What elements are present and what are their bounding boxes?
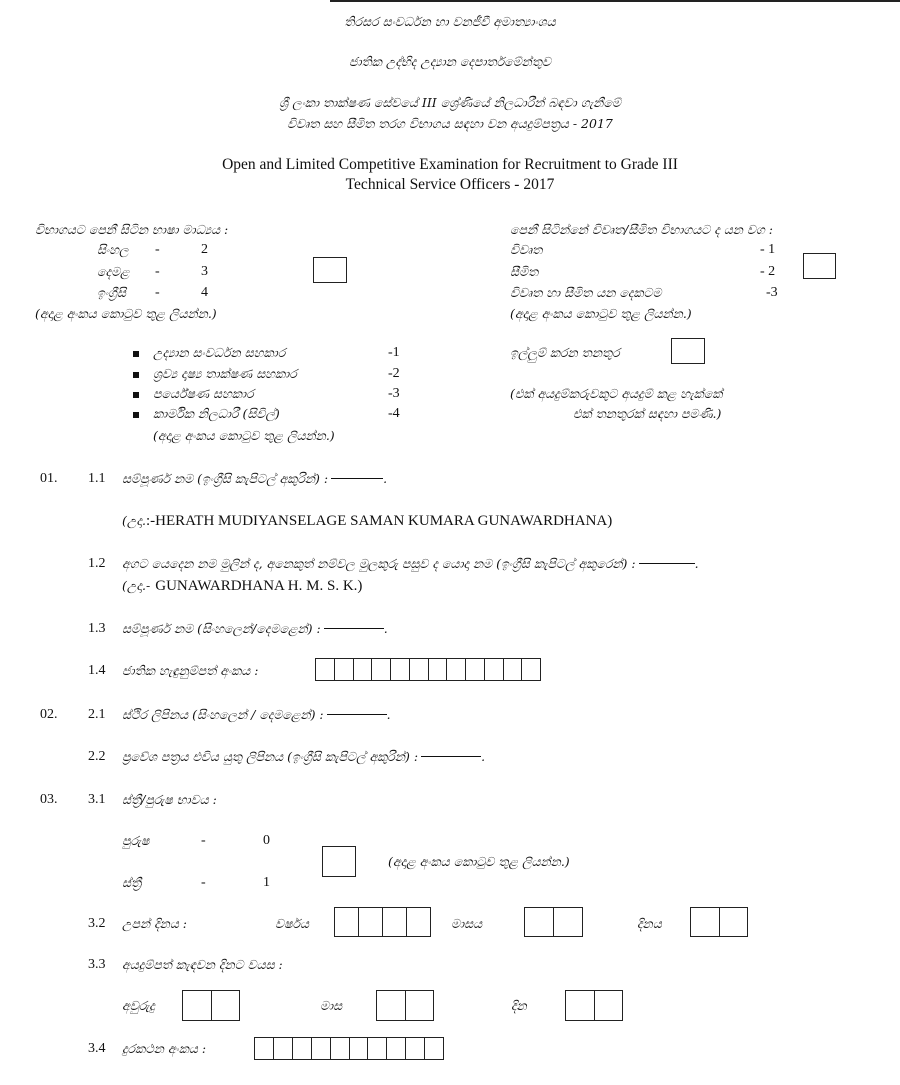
medium-note: (අදාළ අංකය කොටුව තුළ ලියන්න.) <box>35 306 217 321</box>
permanent-address-field[interactable]: ස්ථිර ලිපිනය (සිංහලෙන් / දෙමළෙන්) : . <box>122 707 391 722</box>
post-item-label: උද්‍යාන සංවර්ධන සහකාර <box>153 345 286 360</box>
full-name-english-field[interactable]: සම්පූර්ණ නම (ඉංග්‍රීසි කැපිටල් අකුරින්) : . <box>122 471 388 486</box>
applied-post-box[interactable] <box>671 338 705 364</box>
phone-number-boxes[interactable] <box>254 1037 444 1060</box>
age-label: අයදුම්පත් කැඳවන දිනට වයස : <box>122 957 283 972</box>
dob-label: උපන් දිනය : <box>122 916 187 931</box>
question-number: 1.3 <box>88 621 106 636</box>
gender-female-label: ස්ත්‍රී <box>122 875 142 890</box>
title-english-line-1: Open and Limited Competitive Examination for Recruitment to Grade III <box>222 156 678 173</box>
category-option-open-label: විවෘත <box>510 242 543 257</box>
question-number: 3.1 <box>88 792 106 807</box>
age-months-boxes[interactable] <box>376 990 434 1021</box>
permanent-address-label: ස්ථිර ලිපිනය (සිංහලෙන් / දෙමළෙන්) : <box>122 707 324 722</box>
gender-note: (අදාළ අංකය කොටුව තුළ ලියන්න.) <box>388 854 570 869</box>
applied-note-line-1: (එක් අයදුම්කරුවකුට අයදුම් කළ හැක්කේ <box>510 386 723 401</box>
bullet-icon <box>133 351 139 357</box>
post-item-label: ශ්‍රව්‍ය දෘෂ්‍ය තාක්ෂණ සහකාර <box>153 366 297 381</box>
title-english-line-2: Technical Service Officers - 2017 <box>345 176 555 193</box>
bullet-icon <box>133 412 139 418</box>
gender-sep: - <box>201 875 206 890</box>
medium-option-english-label: ඉංග්‍රීසි <box>97 285 126 300</box>
post-item-code: -3 <box>388 386 400 401</box>
admission-address-label: ප්‍රවේශ පත්‍රය එවිය යුතු ලිපිනය (ඉංග්‍රීසි කැපිටල් අකුරින්) : <box>122 749 419 764</box>
gender-male-label: පුරුෂ <box>122 833 150 848</box>
section-number: 01. <box>40 471 58 486</box>
medium-code-box[interactable] <box>313 257 347 283</box>
example-text: :-HERATH MUDIYANSELAGE SAMAN KUMARA GUNAWARDHANA) <box>145 513 613 529</box>
answer-line <box>639 563 695 564</box>
posts-note: (අදාළ අංකය කොටුව තුළ ලියන්න.) <box>153 428 335 443</box>
category-code-box[interactable] <box>803 253 836 279</box>
category-heading: පෙනී සිටින්නේ විවෘත/සීමිත විභාගයට ද යන වග : <box>510 222 773 237</box>
category-option-limited-label: සීමිත <box>510 264 539 279</box>
category-note: (අදාළ අංකය කොටුව තුළ ලියන්න.) <box>510 306 692 321</box>
age-days-label: දින <box>511 998 527 1013</box>
applied-post-label: ඉල්ලුම් කරන තනතුර <box>510 345 620 360</box>
age-days-boxes[interactable] <box>565 990 623 1021</box>
gender-code: 1 <box>263 875 270 890</box>
title-sinhala-line-1: ශ්‍රී ලංකා තාක්ෂණ සේවයේ III ශ්‍රේණියේ නිලධාරීන් බඳවා ගැනීමේ <box>279 95 621 110</box>
question-number: 3.2 <box>88 916 106 931</box>
medium-option-tamil-label: දෙමළ <box>97 264 130 279</box>
gender-code-box[interactable] <box>322 846 356 877</box>
post-item-code: -1 <box>388 345 400 360</box>
dob-year-label: වර්ෂය <box>275 916 309 931</box>
dob-month-boxes[interactable] <box>524 907 583 937</box>
full-name-sinhala-field[interactable]: සම්පූර්ණ නම (සිංහලෙන්/දෙමළෙන්) : . <box>122 621 388 636</box>
gender-sep: - <box>201 833 206 848</box>
ministry-name: තිරසර සංවර්ධන හා වනජීවී අමාත්‍යාංශය <box>344 14 556 29</box>
age-months-label: මාස <box>320 998 343 1013</box>
dob-day-boxes[interactable] <box>690 907 748 937</box>
initials-example <box>122 575 362 595</box>
dob-month-label: මාසය <box>451 916 483 931</box>
post-item-label: කාර්මික නිලධාරී (සිවිල්) <box>153 406 280 421</box>
top-rule <box>330 0 900 2</box>
nic-number-boxes[interactable] <box>315 658 541 681</box>
admission-address-field[interactable]: ප්‍රවේශ පත්‍රය එවිය යුතු ලිපිනය (ඉංග්‍රීසි කැපිටල් අකුරින්) : . <box>122 749 486 764</box>
age-years-boxes[interactable] <box>182 990 240 1021</box>
answer-line <box>327 714 387 715</box>
gender-code: 0 <box>263 833 270 848</box>
example-prefix: (උදා.- <box>122 578 151 593</box>
question-number: 2.2 <box>88 749 106 764</box>
category-option-code: -3 <box>766 285 778 300</box>
name-with-initials-field[interactable]: අගට යෙදෙන නම මුලින් ද, අනෙකුත් නම්වල මුලකුරු පසුව ද යොදා නම (ඉංග්‍රීසි කැපිටල් අකුරෙන්) : . <box>122 556 699 571</box>
bullet-icon <box>133 372 139 378</box>
question-number: 3.4 <box>88 1041 106 1056</box>
medium-option-code: 3 <box>201 264 208 279</box>
bullet-icon <box>133 392 139 398</box>
question-number: 2.1 <box>88 707 106 722</box>
medium-heading: විභාගයට පෙනී සිටින භාෂා මාධ්‍යය : <box>35 222 229 237</box>
answer-line <box>331 478 383 479</box>
medium-option-sep: - <box>155 242 160 257</box>
category-option-code: - 1 <box>760 242 776 257</box>
gender-label: ස්ත්‍රී/පුරුෂ භාවය : <box>122 792 217 807</box>
example-prefix: (උදා. <box>122 513 146 528</box>
applied-note-line-2: එක් තනතුරක් සඳහා පමණි.) <box>573 406 722 421</box>
answer-line <box>421 756 481 757</box>
category-option-both-label: විවෘත හා සීමිත යන දෙකටම <box>510 285 662 300</box>
medium-option-code: 4 <box>201 285 208 300</box>
category-option-code: - 2 <box>760 264 776 279</box>
post-item-label: පර්යේෂණ සහකාර <box>153 386 254 401</box>
full-name-example <box>122 510 612 530</box>
department-name: ජාතික උද්භිද උද්‍යාන දෙපාර්තමේන්තුව <box>349 54 551 69</box>
question-number: 1.1 <box>88 471 106 486</box>
question-number: 3.3 <box>88 957 106 972</box>
phone-label: දුරකථන අංකය : <box>122 1041 207 1056</box>
medium-option-code: 2 <box>201 242 208 257</box>
age-years-label: අවුරුදු <box>122 998 155 1013</box>
title-sinhala-line-2: විවෘත සහ සීමිත තරග විභාගය සඳහා වන අයදුම්පත්‍රය - 2017 <box>287 116 613 131</box>
section-number: 02. <box>40 707 58 722</box>
answer-line <box>324 628 384 629</box>
section-number: 03. <box>40 792 58 807</box>
dob-year-boxes[interactable] <box>334 907 431 937</box>
full-name-sinhala-label: සම්පූර්ණ නම (සිංහලෙන්/දෙමළෙන්) : <box>122 621 321 636</box>
question-number: 1.4 <box>88 663 106 678</box>
question-number: 1.2 <box>88 556 106 571</box>
medium-option-sep: - <box>155 285 160 300</box>
post-item-code: -2 <box>388 366 400 381</box>
dob-day-label: දිනය <box>637 916 662 931</box>
full-name-english-label: සම්පූර්ණ නම (ඉංග්‍රීසි කැපිටල් අකුරින්) : <box>122 471 329 486</box>
example-text: GUNAWARDHANA H. M. S. K.) <box>155 578 363 594</box>
post-item-code: -4 <box>388 406 400 421</box>
nic-label: ජාතික හැඳුනුම්පත් අංකය : <box>122 663 259 678</box>
medium-option-sinhala-label: සිංහල <box>97 242 129 257</box>
medium-option-sep: - <box>155 264 160 279</box>
name-with-initials-label: අගට යෙදෙන නම මුලින් ද, අනෙකුත් නම්වල මුලකුරු පසුව ද යොදා නම (ඉංග්‍රීසි කැපිටල් අකුරෙන්) : <box>122 556 636 571</box>
